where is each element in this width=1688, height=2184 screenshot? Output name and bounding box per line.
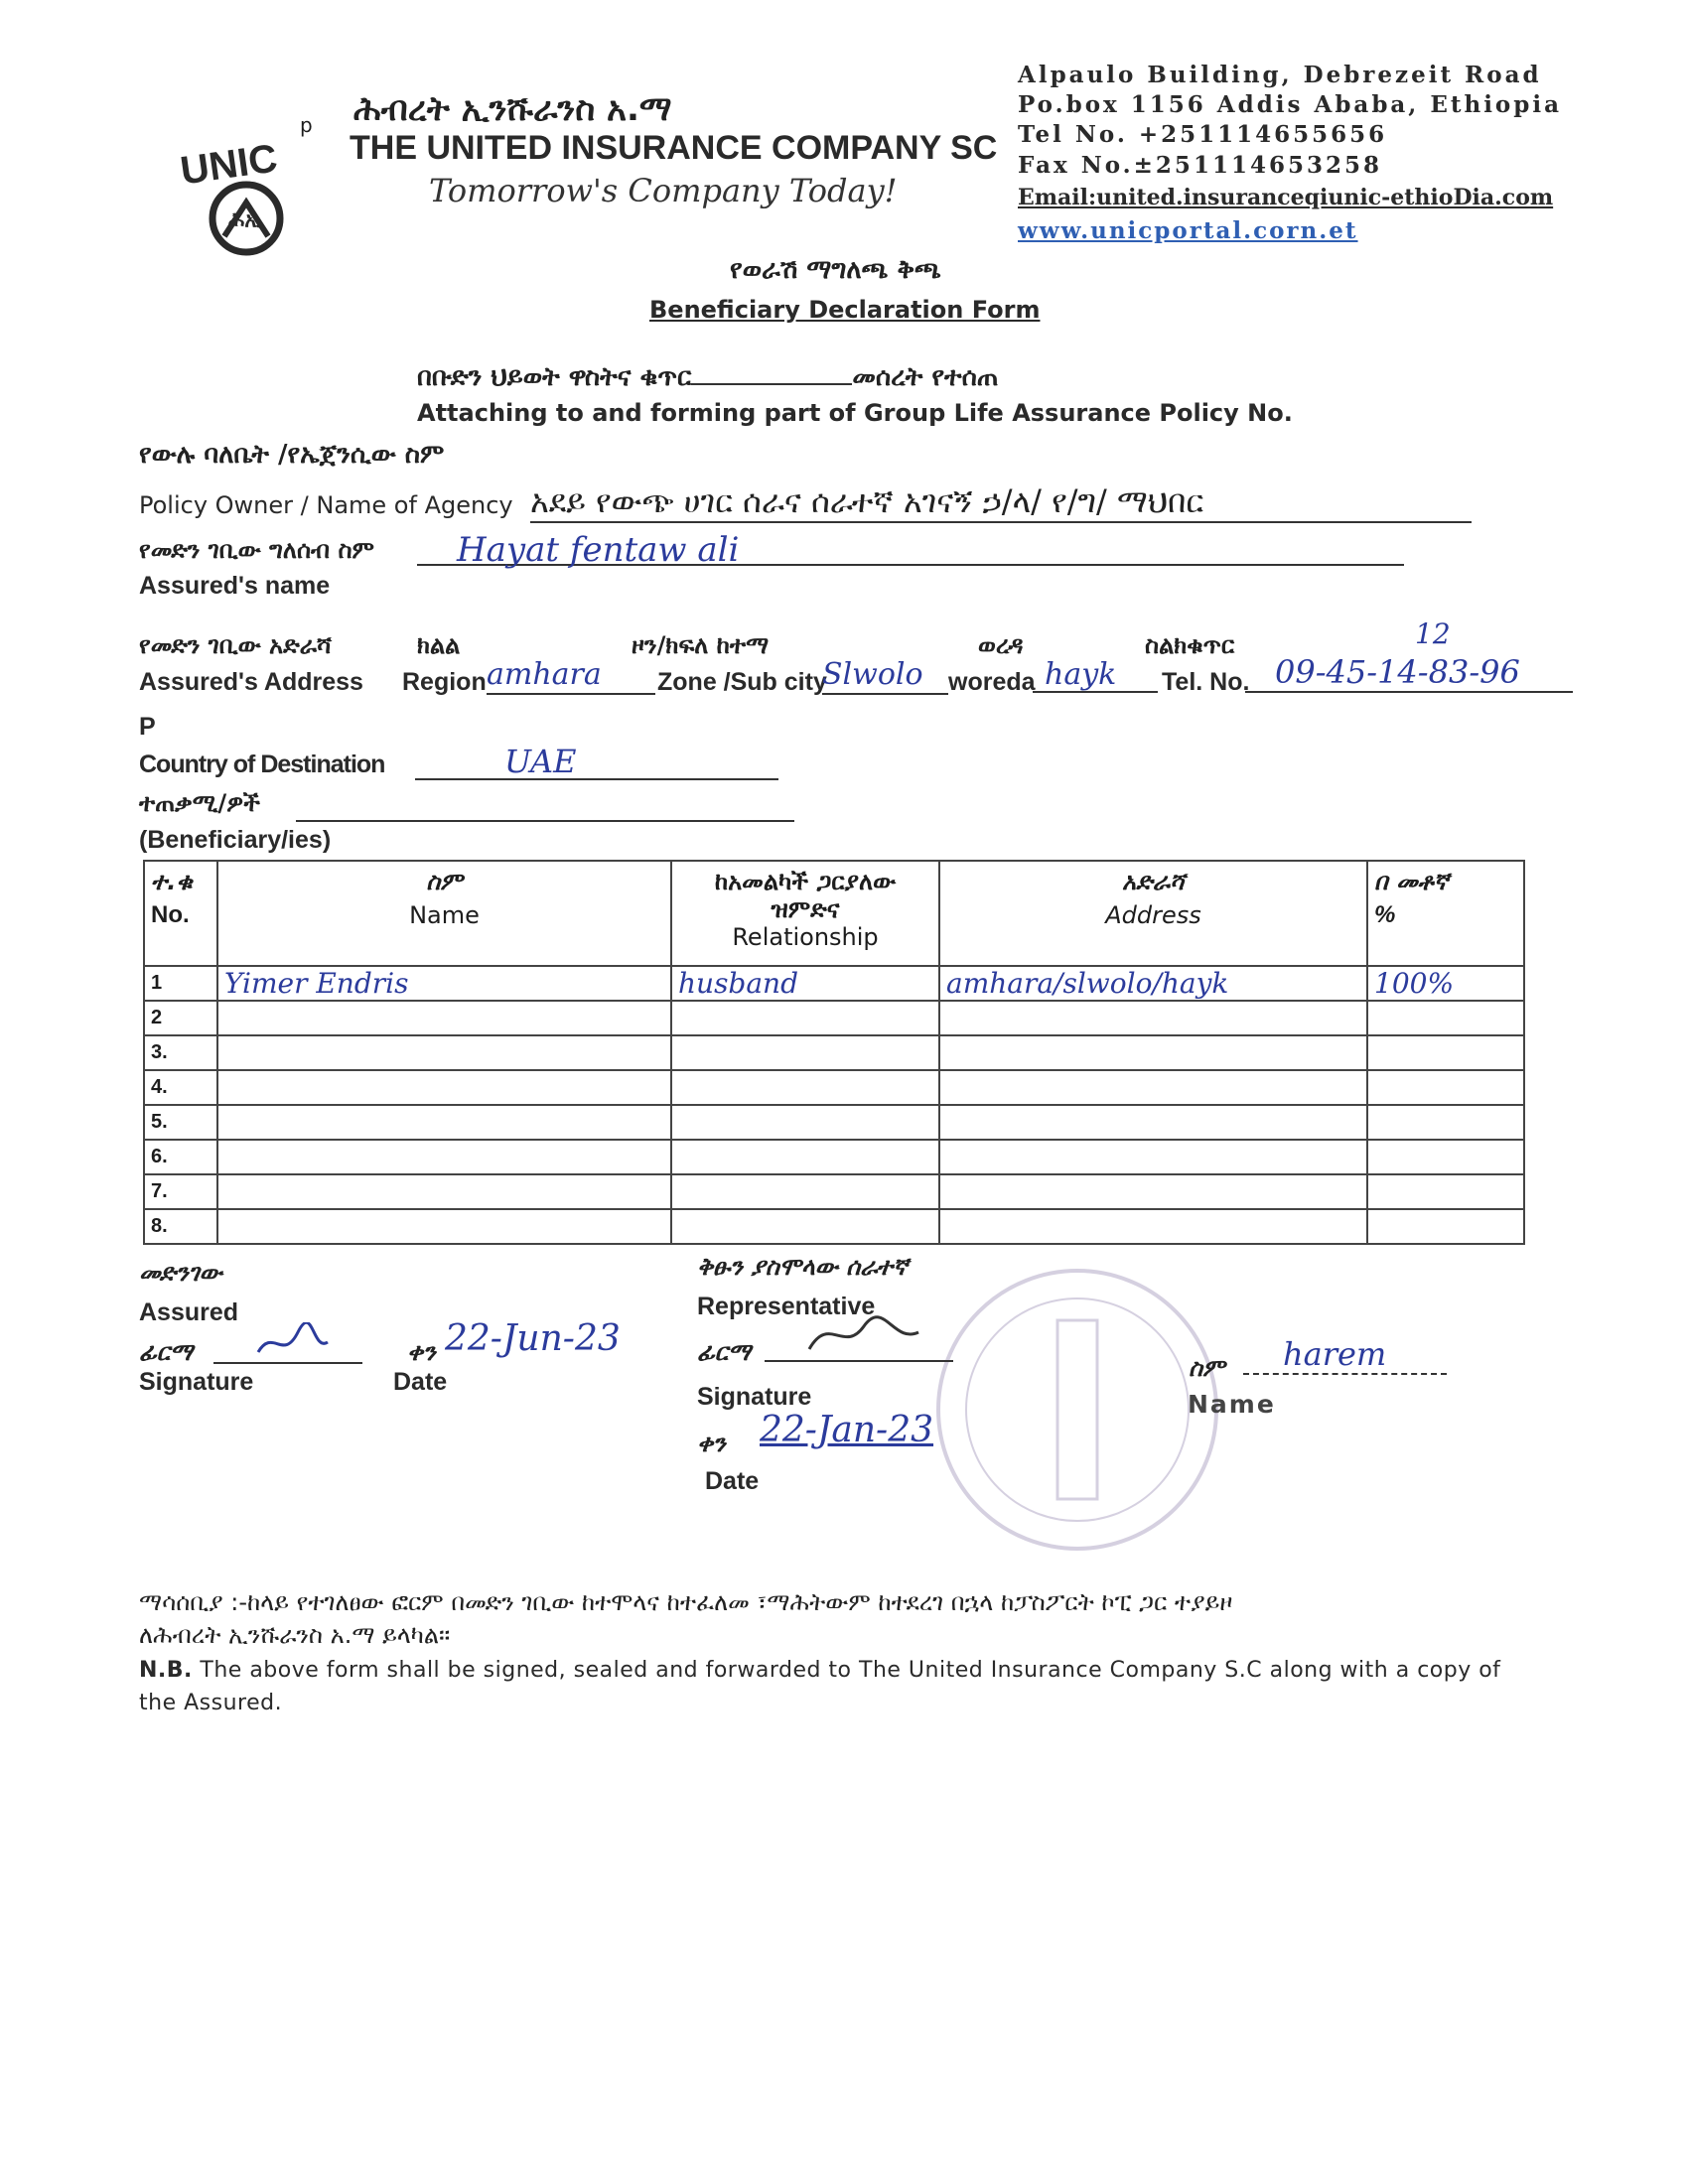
form-title-amharic: የወራሽ ማግለጫ ቅጫ xyxy=(730,255,941,285)
cell-address[interactable] xyxy=(939,1001,1367,1035)
cell-address[interactable] xyxy=(939,1035,1367,1070)
assured-date-label: Date xyxy=(393,1368,448,1396)
address-label: Assured's Address xyxy=(139,668,363,696)
assured-date-value[interactable]: 22-Jun-23 xyxy=(445,1318,621,1359)
cell-name[interactable] xyxy=(217,1140,671,1174)
cell-name[interactable] xyxy=(217,1035,671,1070)
region-value[interactable]: amhara xyxy=(487,657,655,695)
header-name: ስም Name xyxy=(217,861,671,966)
table-row xyxy=(144,1105,1524,1140)
cell-address[interactable] xyxy=(939,1209,1367,1244)
cell-no: 8. xyxy=(144,1209,217,1244)
beneficiary-table xyxy=(143,860,1525,1245)
cell-name[interactable] xyxy=(217,1070,671,1105)
contact-fax: Fax No.±251114653258 xyxy=(1018,152,1382,179)
woreda-label-amharic: ወረዳ xyxy=(978,631,1024,659)
cell-relationship[interactable] xyxy=(671,1209,939,1244)
tel-value[interactable]: 09-45-14-83-96 xyxy=(1245,653,1573,693)
cell-name[interactable] xyxy=(217,1174,671,1209)
owner-value[interactable]: አደይ የውጭ ሀገር ሰራና ሰራተኛ አገናኝ ኃ/ላ/ የ/ግ/ ማህበር xyxy=(530,482,1472,523)
cell-address[interactable] xyxy=(939,1070,1367,1105)
company-name-english: THE UNITED INSURANCE COMPANY SC xyxy=(350,129,998,167)
table-row xyxy=(144,1001,1524,1035)
company-tagline: Tomorrow's Company Today! xyxy=(429,172,898,209)
policy-amharic-1: በቡድን ህይወት ዋስትና ቁጥር xyxy=(417,362,692,392)
cell-address[interactable]: amhara/slwolo/hayk xyxy=(939,966,1367,1001)
company-logo xyxy=(177,127,326,256)
company-name-amharic: ሕብረት ኢንሹራንስ አ.ማ xyxy=(353,89,672,129)
assured-amharic: መድንገው xyxy=(139,1259,222,1287)
beneficiary-line[interactable] xyxy=(296,790,794,822)
cell-relationship[interactable] xyxy=(671,1035,939,1070)
assured-signature-label: Signature xyxy=(139,1368,254,1396)
table-row xyxy=(144,1209,1524,1244)
rep-signature-label: Signature xyxy=(697,1383,812,1411)
rep-date-label: Date xyxy=(705,1467,760,1495)
cell-relationship[interactable] xyxy=(671,1001,939,1035)
rep-name-amharic: ስም xyxy=(1189,1354,1225,1382)
zone-label-amharic: ዞን/ክፍለ ከተማ xyxy=(632,631,770,659)
cell-no: 5. xyxy=(144,1105,217,1140)
table-row xyxy=(144,1070,1524,1105)
cell-percent[interactable] xyxy=(1367,1001,1524,1035)
rep-amharic: ቅፁን ያስሞላው ሰራተኛ xyxy=(697,1253,909,1281)
rep-signature-mark xyxy=(804,1314,923,1358)
cell-percent[interactable] xyxy=(1367,1209,1524,1244)
rep-name-value[interactable]: harem xyxy=(1243,1335,1447,1375)
cell-percent[interactable] xyxy=(1367,1174,1524,1209)
contact-address: Alpaulo Building, Debrezeit Road xyxy=(1018,62,1542,88)
note-english-line1 xyxy=(139,1658,1500,1683)
cell-address[interactable] xyxy=(939,1140,1367,1174)
beneficiary-label-amharic: ተጠቃሚ/ዎች xyxy=(139,789,260,817)
header-relationship: ከአመልካች ጋርያለው ዝምድና Relationship xyxy=(671,861,939,966)
form-title-english: Beneficiary Declaration Form xyxy=(649,296,1041,324)
assured-signature-amharic: ፊርማ xyxy=(139,1338,194,1366)
cell-percent[interactable]: 100% xyxy=(1367,966,1524,1001)
table-row xyxy=(144,966,1524,1001)
policy-amharic-2: መሰረት የተሰጠ xyxy=(852,362,999,392)
table-header-row xyxy=(144,861,1524,966)
zone-value[interactable]: Slwolo xyxy=(822,657,948,695)
cell-percent[interactable] xyxy=(1367,1140,1524,1174)
note-english-text: The above form shall be signed, sealed and forwarded to The United Insurance Company S.C along with a copy of xyxy=(200,1658,1501,1683)
assured-label-amharic: የመድን ገቢው ግለሰብ ስም xyxy=(139,536,374,564)
cell-no: 1 xyxy=(144,966,217,1001)
address-label-amharic: የመድን ገቢው አድራሻ xyxy=(139,631,332,659)
cell-percent[interactable] xyxy=(1367,1035,1524,1070)
header-no: ተ.ቁ No. xyxy=(144,861,217,966)
rep-label: Representative xyxy=(697,1293,876,1320)
assured-date-amharic: ቀን xyxy=(407,1338,436,1366)
cell-relationship[interactable] xyxy=(671,1174,939,1209)
cell-address[interactable] xyxy=(939,1105,1367,1140)
region-label-amharic: ክልል xyxy=(417,631,461,659)
rep-signature-amharic: ፊርማ xyxy=(697,1338,752,1366)
nb-label: N.B. xyxy=(139,1658,193,1683)
logo-text: UNIC xyxy=(178,136,281,194)
owner-label-amharic: የውሉ ባለቤት /የኤጀንሲው ስም xyxy=(139,440,445,470)
assured-label: Assured's name xyxy=(139,572,331,600)
cell-no: 6. xyxy=(144,1140,217,1174)
zone-label: Zone /Sub city xyxy=(657,668,827,696)
owner-label: Policy Owner / Name of Agency xyxy=(139,491,513,519)
cell-no: 2 xyxy=(144,1001,217,1035)
cell-name[interactable] xyxy=(217,1001,671,1035)
cell-no: 3. xyxy=(144,1035,217,1070)
assured-signature-mark xyxy=(253,1322,333,1362)
rep-date-value[interactable]: 22-Jan-23 xyxy=(760,1410,934,1450)
cell-no: 4. xyxy=(144,1070,217,1105)
cell-relationship[interactable]: husband xyxy=(671,966,939,1001)
tel-label: Tel. No. xyxy=(1162,668,1250,696)
tel-correction: 12 xyxy=(1415,617,1451,650)
stray-p: P xyxy=(139,713,156,741)
table-row xyxy=(144,1140,1524,1174)
cell-name[interactable] xyxy=(217,1209,671,1244)
contact-email[interactable]: Email:united.insuranceqiunic-ethioDia.com xyxy=(1018,185,1554,210)
note-amharic-line2: ለሕብረት ኢንሹራንስ አ.ማ ይላካል። xyxy=(139,1621,451,1649)
cell-address[interactable] xyxy=(939,1174,1367,1209)
company-stamp xyxy=(923,1261,1231,1559)
note-amharic-line1: ማሳሰቢያ :-ከላይ የተገለፀው ፎርም በመድን ገቢው ከተሞላና ከተፈለመ ፣ማሕትውም ከተደረገ በኋላ ከፓስፖርት ኮፒ ጋር ተያይዞ xyxy=(139,1588,1233,1616)
cell-percent[interactable] xyxy=(1367,1070,1524,1105)
contact-website[interactable]: www.unicportal.corn.et xyxy=(1018,217,1358,244)
policy-english-label: Attaching to and forming part of Group Life Assurance Policy No. xyxy=(417,399,1293,427)
assured-signature-field[interactable] xyxy=(213,1332,362,1364)
logo-mark-text: ሕኢ xyxy=(228,207,261,231)
woreda-label: woreda xyxy=(948,668,1036,696)
cell-relationship[interactable] xyxy=(671,1105,939,1140)
country-value[interactable]: UAE xyxy=(415,743,778,780)
contact-tel: Tel No. +251114655656 xyxy=(1018,121,1388,148)
assured-name-value[interactable]: Hayat fentaw ali xyxy=(417,530,1404,566)
policy-number-label-amharic xyxy=(417,362,998,393)
beneficiary-label: (Beneficiary/ies) xyxy=(139,826,332,854)
cell-no: 7. xyxy=(144,1174,217,1209)
header-address: አድራሻ Address xyxy=(939,861,1367,966)
policy-number-field[interactable] xyxy=(691,383,852,385)
cell-name[interactable] xyxy=(217,1105,671,1140)
country-label: Country of Destination xyxy=(139,751,385,778)
cell-percent[interactable] xyxy=(1367,1105,1524,1140)
contact-pobox: Po.box 1156 Addis Ababa, Ethiopia xyxy=(1018,91,1562,118)
rep-name-label: Name xyxy=(1188,1390,1276,1419)
cell-name[interactable]: Yimer Endris xyxy=(217,966,671,1001)
table-row xyxy=(144,1174,1524,1209)
cell-relationship[interactable] xyxy=(671,1070,939,1105)
tel-label-amharic: ስልክቁጥር xyxy=(1145,631,1235,659)
table-row xyxy=(144,1035,1524,1070)
note-english-line2: the Assured. xyxy=(139,1691,283,1715)
assured-sig-label: Assured xyxy=(139,1298,239,1326)
rep-signature-field[interactable] xyxy=(765,1330,953,1362)
rep-date-amharic: ቀን xyxy=(697,1430,726,1457)
woreda-value[interactable]: hayk xyxy=(1033,657,1158,693)
cell-relationship[interactable] xyxy=(671,1140,939,1174)
header-percent: በ መቶኛ % xyxy=(1367,861,1524,966)
region-label: Region xyxy=(402,668,487,696)
logo-superscript: p xyxy=(300,113,313,137)
